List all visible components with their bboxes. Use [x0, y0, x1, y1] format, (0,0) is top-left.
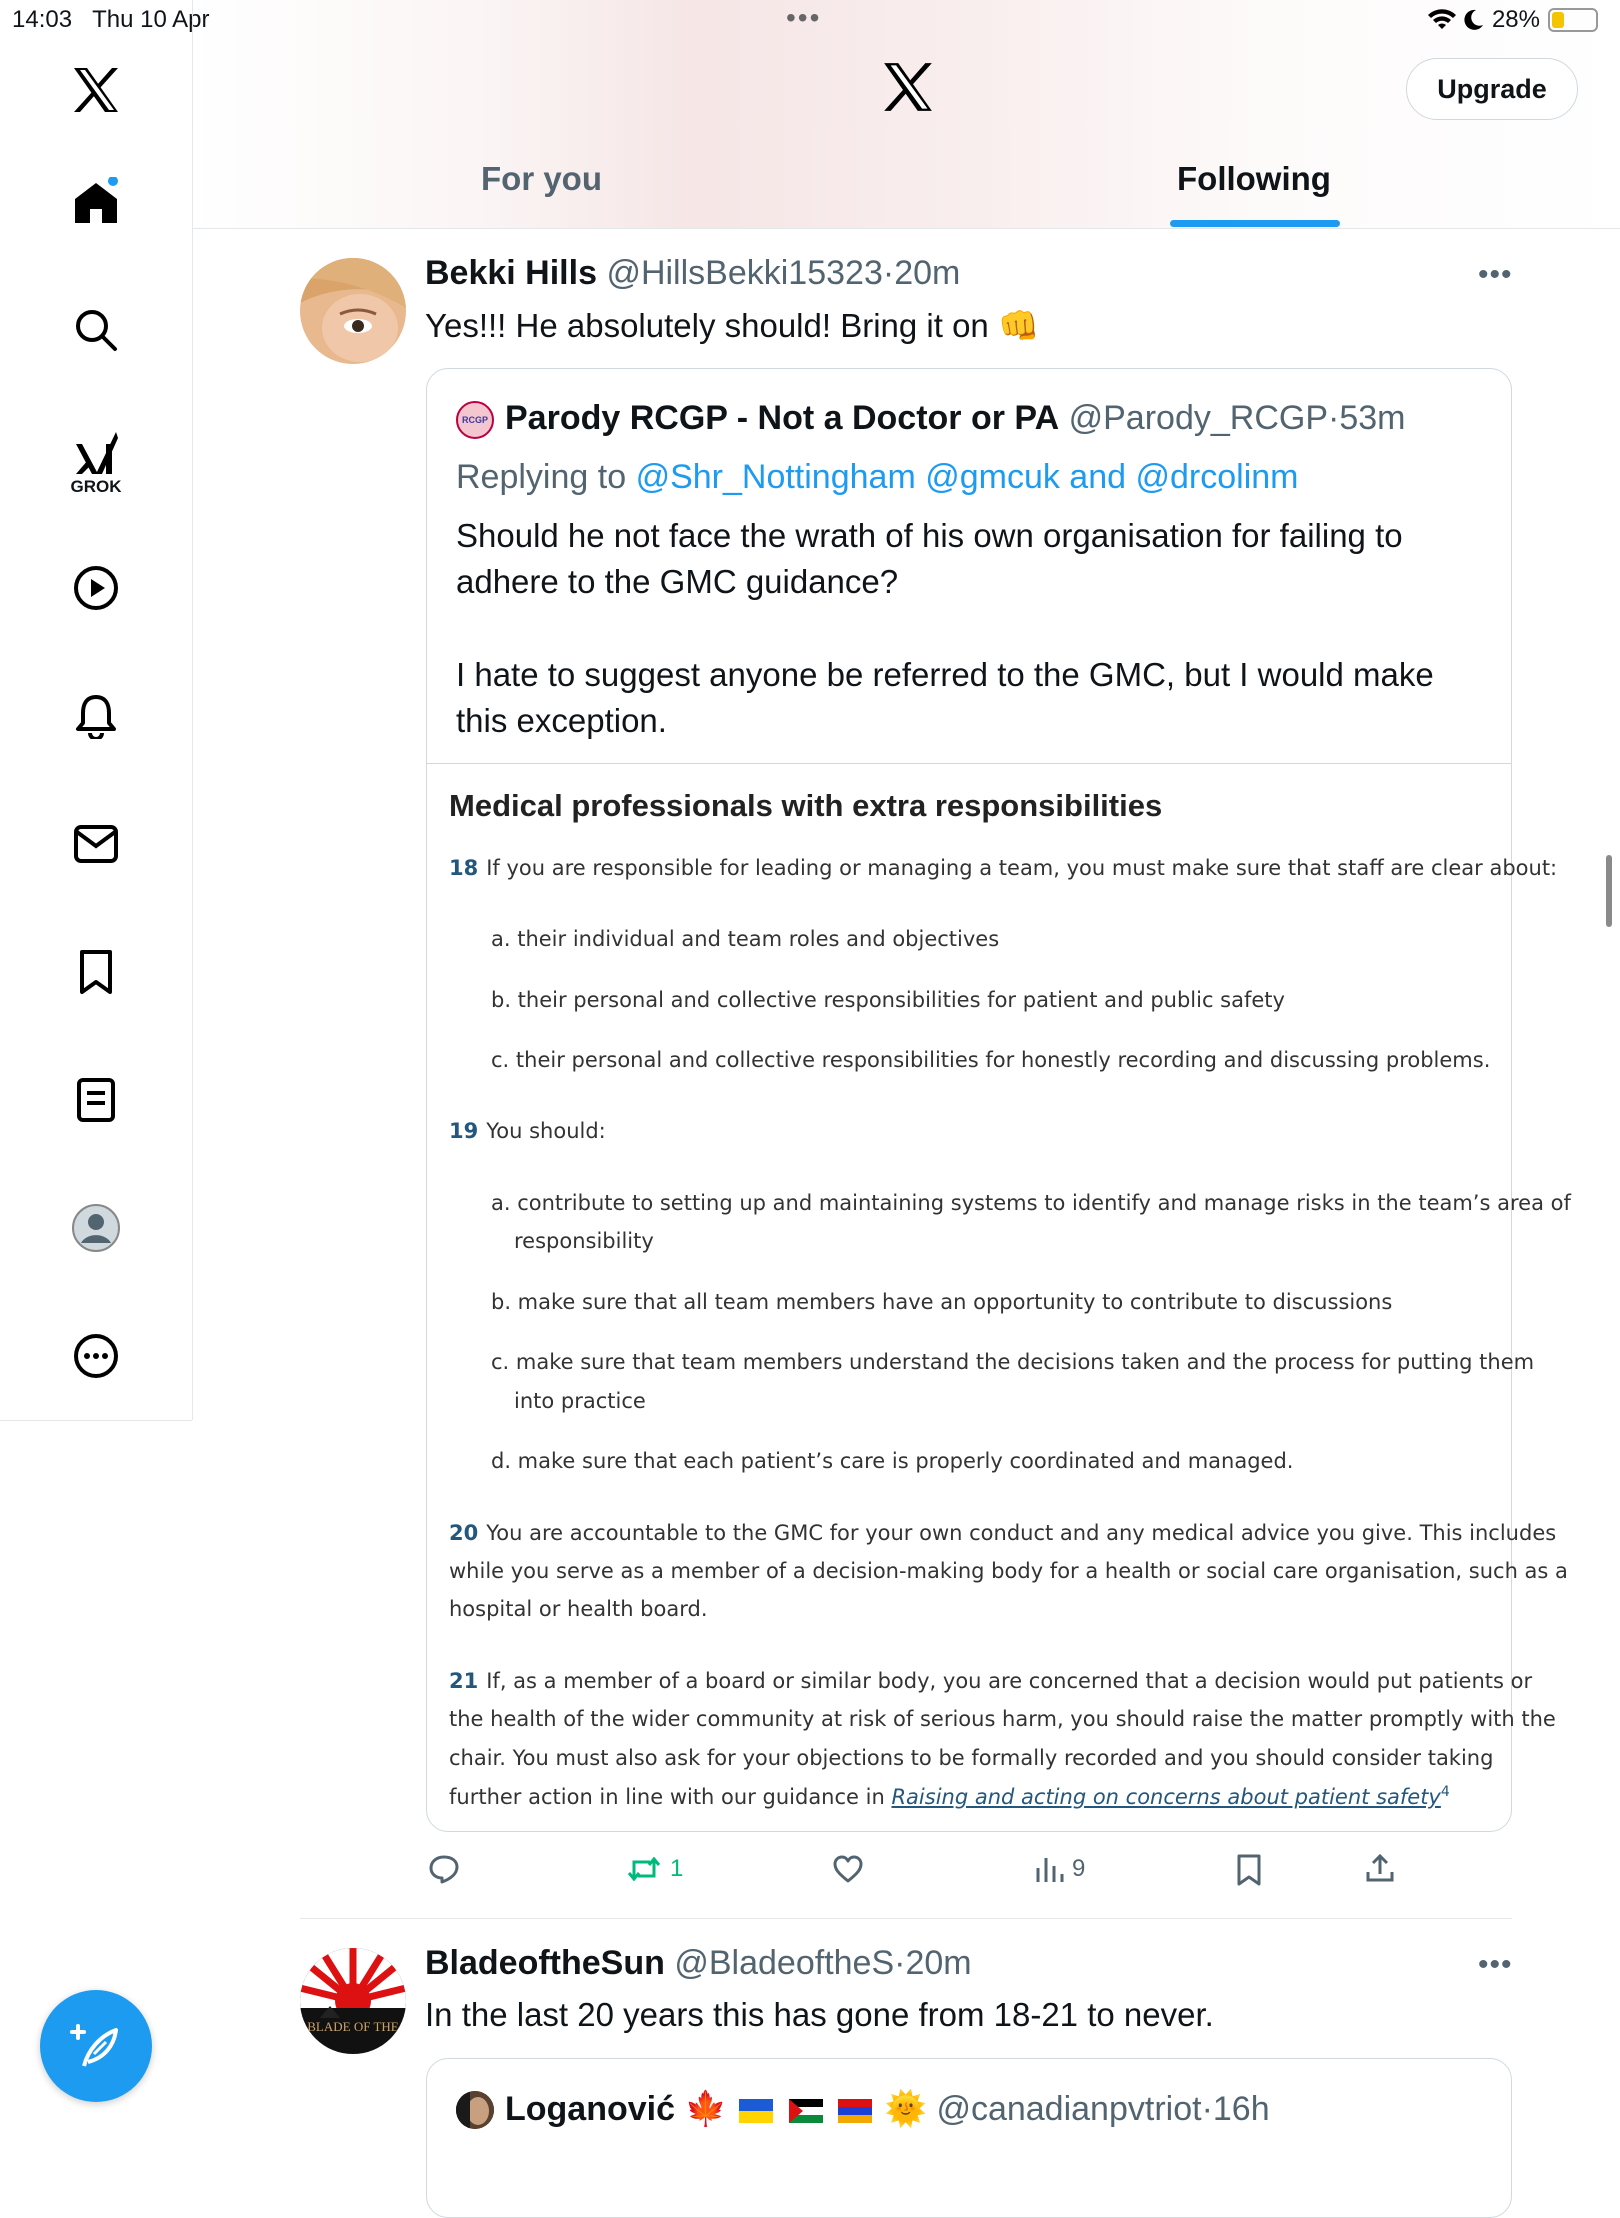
sidebar-item-notifications[interactable]	[70, 690, 122, 742]
sidebar-item-more[interactable]	[70, 1330, 122, 1382]
doc-p19a1: a. contribute to setting up and maintaining systems to identify and manage risks in the team’s area of	[491, 1191, 1571, 1215]
armenia-flag-icon	[838, 2099, 872, 2123]
doc-guidance-link: Raising and acting on concerns about patient safety	[891, 1785, 1441, 1809]
battery-icon	[1548, 8, 1598, 32]
doc-p19c2: into practice	[514, 1389, 646, 1413]
replying-prefix: Replying to	[456, 458, 627, 496]
play-circle-icon	[73, 565, 119, 611]
doc-heading: Medical professionals with extra responsibilities	[449, 788, 1163, 823]
post1-text	[425, 306, 1039, 346]
doc-p19b: b. make sure that all team members have an opportunity to contribute to discussions	[491, 1290, 1393, 1314]
share-button[interactable]	[1364, 1852, 1396, 1884]
quote-text-line4: this exception.	[456, 702, 667, 739]
battery-fill	[1552, 12, 1564, 28]
sidebar-item-messages[interactable]	[70, 818, 122, 870]
sidebar-item-bookmarks[interactable]	[70, 946, 122, 998]
active-tab-indicator	[1170, 220, 1340, 227]
sun-emoji: 🌞	[884, 2089, 927, 2129]
multitask-dots[interactable]: •••	[786, 2, 822, 33]
reply-button[interactable]	[428, 1854, 460, 1884]
upgrade-button[interactable]: Upgrade	[1406, 58, 1578, 120]
post2-header	[425, 1944, 972, 1983]
status-time: 14:03 Thu 10 Apr	[12, 6, 210, 33]
sidebar-item-lists[interactable]	[70, 1074, 122, 1126]
quote2-time: 16h	[1212, 2090, 1270, 2128]
quote-attached-image[interactable]	[426, 763, 1571, 1832]
header-x-logo-icon[interactable]	[882, 62, 934, 117]
header-divider	[192, 228, 1620, 229]
like-button[interactable]	[832, 1854, 864, 1884]
tab-for-you[interactable]: For you	[481, 160, 602, 197]
maple-leaf-emoji: 🍁	[684, 2089, 727, 2129]
retweet-button[interactable]	[626, 1854, 683, 1884]
avatar-bekki-hills[interactable]	[300, 258, 406, 364]
wifi-icon	[1428, 9, 1456, 31]
post2-quote-card[interactable]	[426, 2058, 1512, 2218]
status-right	[1428, 6, 1598, 34]
tab-following[interactable]: Following	[1177, 160, 1331, 197]
doc-p18: 18 If you are responsible for leading or managing a team, you must make sure that staff are clear about:	[449, 856, 1558, 880]
views-chart-icon	[1034, 1854, 1064, 1884]
post1-text-content: Yes!!! He absolutely should! Bring it on	[425, 307, 989, 344]
doc-p21-1: 21 If, as a member of a board or similar body, you are concerned that a decision would put patients or	[449, 1669, 1533, 1693]
mail-icon	[73, 824, 119, 864]
heart-icon	[832, 1854, 864, 1884]
sidebar-item-grok[interactable]	[70, 428, 122, 498]
grok-icon	[72, 430, 120, 476]
avatar-loganovic	[456, 2091, 494, 2129]
bell-icon	[74, 693, 118, 739]
doc-p21-4: further action in line with our guidance in Raising and acting on concerns about patient safety$^4$	[449, 1784, 1450, 1809]
compose-post-button[interactable]	[40, 1990, 152, 2102]
quote-header	[505, 399, 1405, 438]
reply-icon	[428, 1854, 460, 1884]
rcgp-avatar-text: RCGP	[461, 415, 488, 425]
search-icon	[74, 308, 118, 352]
retweet-icon	[626, 1854, 662, 1884]
home-icon	[71, 177, 121, 227]
post1-header	[425, 254, 960, 293]
post1-author-name[interactable]: Bekki Hills	[425, 254, 597, 292]
doc-p19: 19 You should:	[449, 1119, 606, 1143]
post1-sep: ·	[882, 254, 895, 292]
retweet-count: 1	[670, 1855, 684, 1882]
x-logo-icon[interactable]	[70, 64, 122, 116]
views-button[interactable]	[1034, 1854, 1085, 1884]
moon-icon	[1464, 9, 1484, 31]
ukraine-flag-icon	[739, 2099, 773, 2123]
sidebar-item-home[interactable]	[70, 176, 122, 228]
quote-sep: ·	[1328, 399, 1340, 437]
quote-author-name: Parody RCGP - Not a Doctor or PA	[505, 399, 1060, 437]
post2-time[interactable]: 20m	[905, 1944, 972, 1982]
bookmark-icon	[78, 949, 114, 995]
doc-p19c1: c. make sure that team members understand the decisions taken and the process for putting them	[491, 1350, 1535, 1374]
doc-p19d: d. make sure that each patient’s care is properly coordinated and managed.	[491, 1449, 1294, 1473]
doc-p18a: a. their individual and team roles and objectives	[491, 927, 1000, 951]
grok-label: GROK	[70, 476, 122, 496]
battery-percent: 28%	[1491, 6, 1540, 33]
doc-p19a2: responsibility	[514, 1229, 654, 1253]
bookmark-button[interactable]	[1236, 1854, 1262, 1886]
post2-handle[interactable]: @BladeoftheS	[674, 1944, 895, 1982]
compose-feather-icon	[70, 2020, 122, 2072]
doc-p21-3: chair. You must also ask for your objections to be formally recorded and you should consider taking	[449, 1746, 1494, 1770]
quote2-handle: @canadianpvtriot	[936, 2090, 1202, 2128]
bladeofthesun-avatar-text: BLADE OF THE	[307, 2019, 399, 2034]
palestine-flag-icon	[789, 2099, 823, 2123]
status-date: Thu 10 Apr	[92, 6, 210, 33]
quote-replying-to	[456, 458, 1298, 497]
share-icon	[1364, 1852, 1396, 1884]
quote2-sep: ·	[1201, 2090, 1213, 2128]
post2-more-button[interactable]: •••	[1478, 1948, 1513, 1981]
views-count: 9	[1072, 1855, 1086, 1882]
fist-emoji: 👊	[997, 306, 1040, 345]
quote2-header	[505, 2089, 1270, 2129]
status-bar	[0, 0, 1620, 40]
more-circle-icon	[73, 1333, 119, 1379]
list-icon	[76, 1077, 116, 1123]
post2-author-name[interactable]: BladeoftheSun	[425, 1944, 665, 1982]
quote-handle: @Parody_RCGP	[1068, 399, 1328, 437]
avatar-parody-rcgp	[456, 401, 494, 439]
sidebar-item-profile[interactable]	[70, 1202, 122, 1254]
sidebar-divider	[0, 1420, 192, 1421]
sidebar-item-search[interactable]	[70, 304, 122, 356]
doc-p20-3: hospital or health board.	[449, 1597, 708, 1621]
post2-sep: ·	[894, 1944, 906, 1982]
profile-avatar-icon	[71, 1203, 121, 1253]
scrollbar-thumb[interactable]	[1606, 855, 1612, 927]
post1-handle[interactable]: @HillsBekki15323	[606, 254, 883, 292]
doc-p21-2: the health of the wider community at risk of serious harm, you should raise the matter promptly with the	[449, 1707, 1556, 1731]
quote-text-line1: Should he not face the wrath of his own organisation for failing to	[456, 517, 1403, 554]
sidebar-item-videos[interactable]	[70, 562, 122, 614]
doc-p18c: c. their personal and collective responsibilities for honestly recording and discussing problems.	[491, 1048, 1491, 1072]
quote-text-line2: adhere to the GMC guidance?	[456, 563, 899, 600]
post-divider	[300, 1918, 1512, 1919]
post1-more-button[interactable]: •••	[1478, 258, 1513, 291]
bookmark-outline-icon	[1236, 1854, 1262, 1886]
quote-time: 53m	[1339, 399, 1406, 437]
doc-p20-1: 20 You are accountable to the GMC for your own conduct and any medical advice you give. This includes	[449, 1521, 1557, 1545]
replying-handles[interactable]: @Shr_Nottingham @gmcuk and @drcolinm	[635, 458, 1299, 496]
doc-p20-2: while you serve as a member of a decision-making body for a health or social care organisation, such as a	[449, 1559, 1568, 1583]
quote-text-line3: I hate to suggest anyone be referred to the GMC, but I would make	[456, 656, 1434, 693]
avatar-bladeofthesun[interactable]	[300, 1948, 406, 2054]
doc-p18b: b. their personal and collective responsibilities for patient and public safety	[491, 988, 1285, 1012]
post2-text: In the last 20 years this has gone from 18-21 to never.	[425, 1996, 1214, 2033]
post1-time[interactable]: 20m	[894, 254, 961, 292]
quote2-author-name: Loganović	[505, 2090, 676, 2128]
